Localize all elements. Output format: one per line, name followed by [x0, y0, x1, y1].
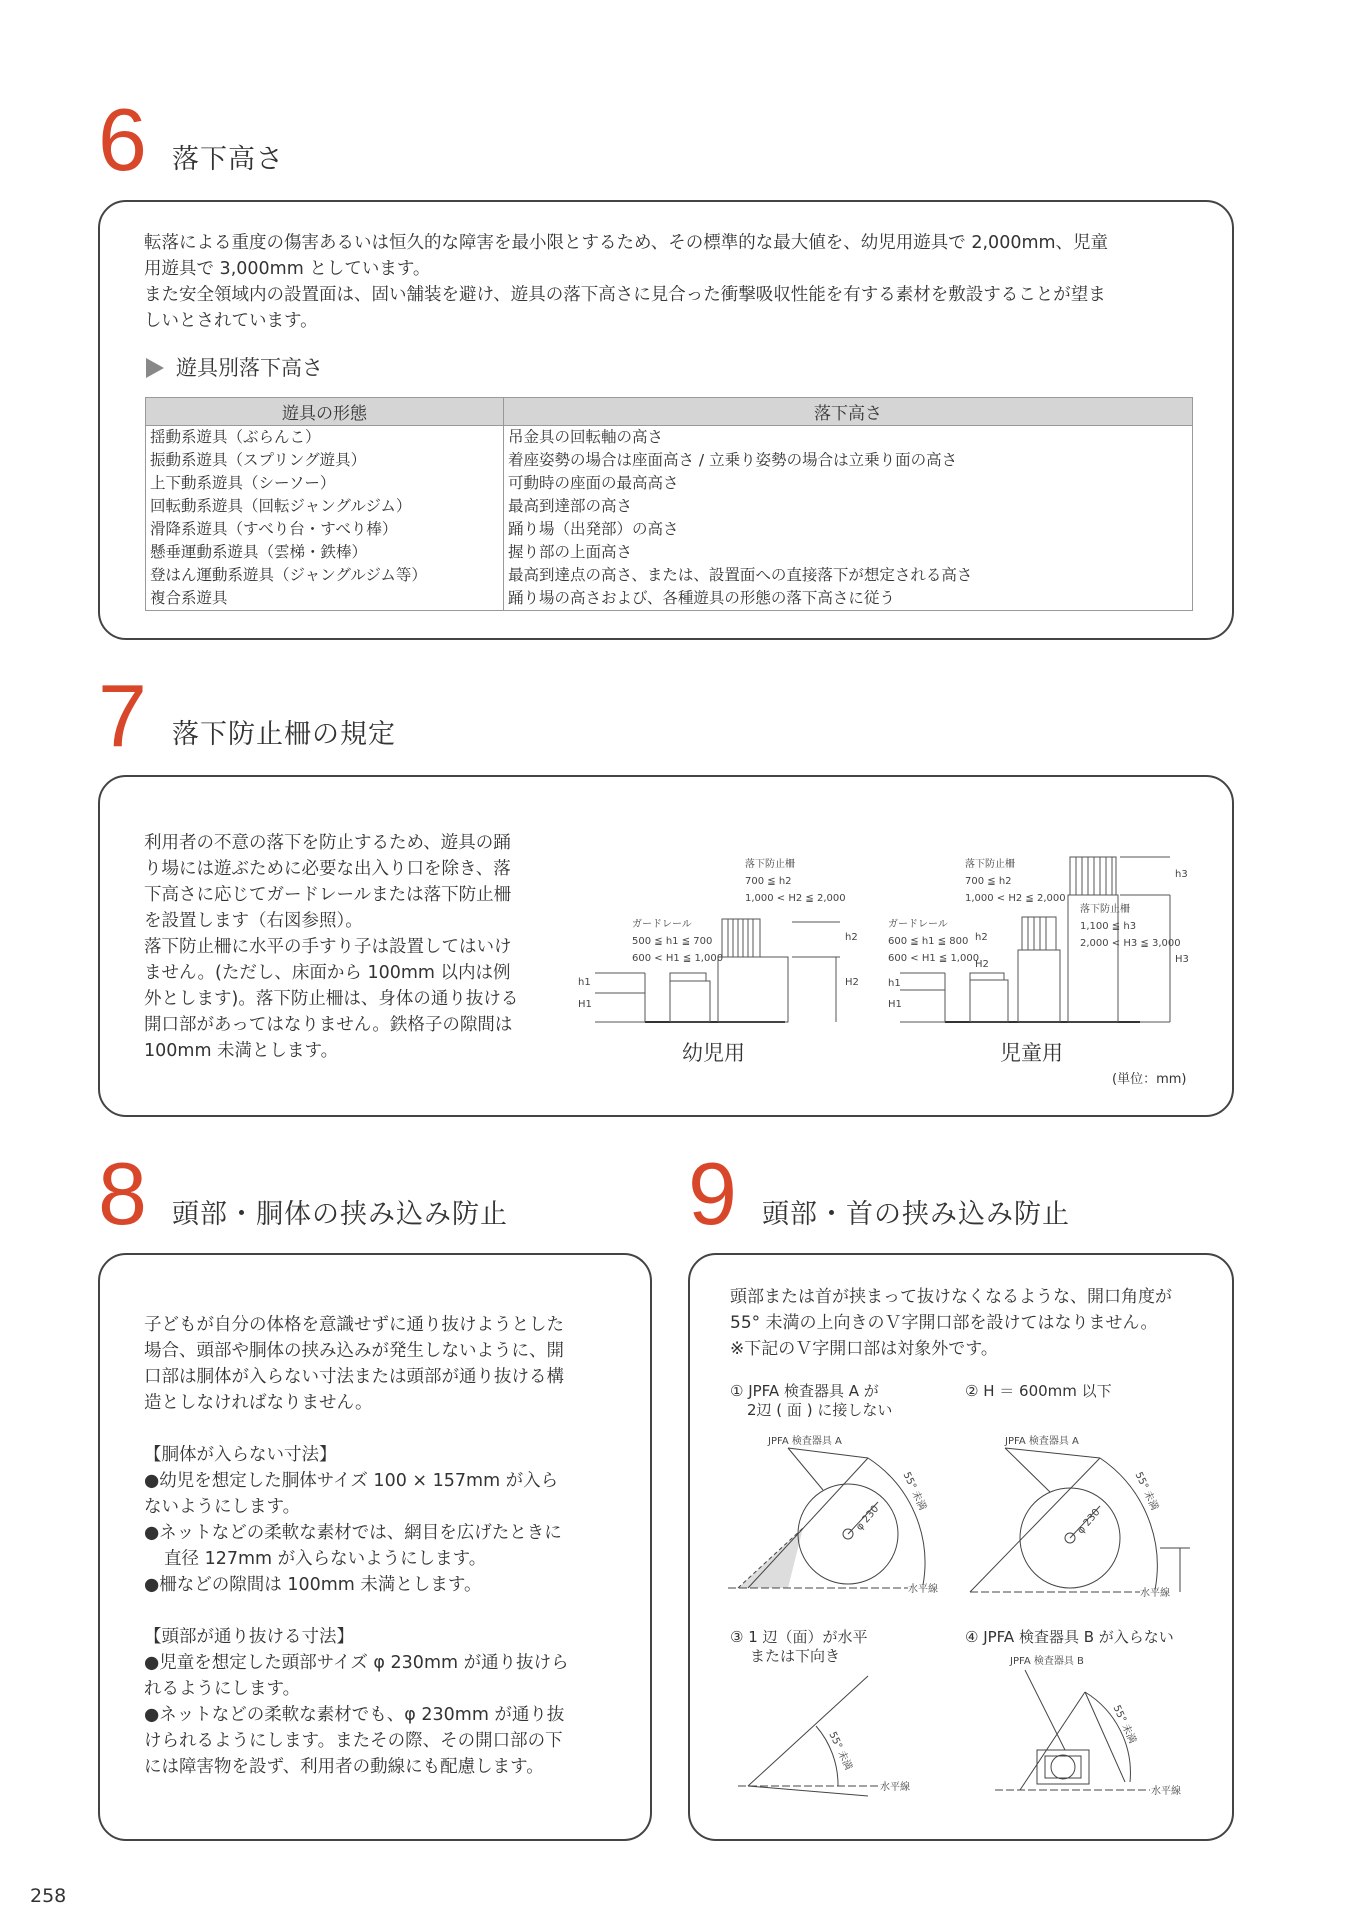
fig-label: 落下防止柵 — [965, 859, 1015, 870]
caption-line: または下向き — [750, 1647, 841, 1665]
paragraph-line: ●幼児を想定した胴体サイズ 100 × 157mm が入ら — [144, 1471, 559, 1491]
paragraph-line: 用遊具で 3,000mm としています。 — [144, 259, 431, 279]
caption-line: 2辺 ( 面 ) に接しない — [747, 1401, 893, 1419]
fig-label: H3 — [1175, 954, 1189, 965]
paragraph-line: ●児童を想定した頭部サイズ φ 230mm が通り抜けら — [144, 1653, 569, 1673]
paragraph-line: ●ネットなどの柔軟な素材では、網目を広げたときに — [144, 1523, 562, 1543]
fig-label: 水平線 — [880, 1782, 910, 1793]
section-7-number: 7 — [98, 666, 147, 765]
page-number: 258 — [30, 1885, 67, 1907]
fig-label: H1 — [888, 999, 902, 1010]
fig-label: 55° 未満 — [1110, 1703, 1138, 1746]
paragraph-line: 落下防止柵に水平の手すり子は設置してはいけ — [144, 937, 512, 957]
paragraph-line: 100mm 未満とします。 — [144, 1041, 339, 1061]
fig-label: H2 — [975, 959, 989, 970]
table-cell: 揺動系遊具（ぶらんこ） — [146, 426, 504, 450]
caption-line: ② H ＝ 600mm 以下 — [965, 1382, 1112, 1400]
paragraph-line: 転落による重度の傷害あるいは恒久的な障害を最小限とするため、その標準的な最大値を、幼児用遊具で 2,000mm、児童 — [144, 233, 1109, 253]
fig-label: 600 ≦ h1 ≦ 800 — [888, 936, 969, 947]
fig-label: 700 ≦ h2 — [745, 876, 792, 887]
table-cell: 可動時の座面の最高高さ — [504, 472, 1193, 495]
fig-label: 落下防止柵 — [1080, 904, 1130, 915]
paragraph-line: 直径 127mm が入らないようにします。 — [164, 1549, 487, 1569]
section-6-text — [144, 230, 1204, 334]
paragraph-line — [144, 1416, 644, 1442]
table-row — [146, 472, 1193, 495]
section-9-text — [730, 1284, 1225, 1362]
paragraph-line: 口部は胴体が入らない寸法または頭部が通り抜ける構 — [144, 1367, 564, 1387]
paragraph-line: を設置します（右図参照）。 — [144, 911, 363, 931]
fig-label: 500 ≦ h1 ≦ 700 — [632, 936, 713, 947]
child-caption: 児童用 — [1000, 1041, 1063, 1065]
v-opening-figure-1 — [728, 1430, 958, 1610]
section-7-title: 落下防止柵の規定 — [172, 719, 396, 750]
fig-label: h1 — [578, 977, 591, 988]
table-cell: 最高到達部の高さ — [504, 495, 1193, 518]
subtitle-text: 遊具別落下高さ — [176, 356, 323, 380]
paragraph-line: り場には遊ぶために必要な出入り口を除き、落 — [144, 859, 511, 879]
fig-label: 1,000 < H2 ≦ 2,000 — [965, 893, 1066, 904]
paragraph-line: けられるようにします。またその際、その開口部の下 — [144, 1731, 563, 1751]
fig-label: h2 — [975, 932, 988, 943]
fig-3-caption — [730, 1628, 868, 1666]
guard-rail-figure — [570, 855, 1200, 1065]
v-opening-figure-4 — [965, 1652, 1195, 1812]
fig-label: ガードレール — [632, 919, 692, 930]
fall-height-table — [145, 397, 1193, 611]
fig-label: 55° 未満 — [900, 1470, 928, 1513]
triangle-bullet-icon — [146, 358, 164, 378]
fig-4-caption — [965, 1628, 1174, 1647]
fig-label: 600 < H1 ≦ 1,000 — [888, 953, 980, 964]
table-cell: 複合系遊具 — [146, 587, 504, 611]
fig-label: JPFA 検査器具 B — [1010, 1656, 1084, 1667]
table-cell: 回転動系遊具（回転ジャングルジム） — [146, 495, 504, 518]
v-opening-figure-2 — [965, 1430, 1195, 1610]
table-row — [146, 426, 1193, 450]
fig-label: 1,000 < H2 ≦ 2,000 — [745, 893, 846, 904]
fig-label: JPFA 検査器具 A — [768, 1436, 842, 1447]
table-row — [146, 587, 1193, 611]
paragraph-line: には障害物を設ず、利用者の動線にも配慮します。 — [144, 1757, 544, 1777]
section-6-subtitle — [146, 352, 323, 382]
caption-line: ① JPFA 検査器具 A が — [730, 1382, 879, 1400]
fig-label: φ 230 — [854, 1503, 882, 1533]
paragraph-line: 外とします)。落下防止柵は、身体の通り抜ける — [144, 989, 519, 1009]
fig-label: 55° 未満 — [1132, 1470, 1160, 1513]
table-header-cell: 落下高さ — [504, 398, 1193, 426]
unit-note: (単位：mm) — [1112, 1072, 1187, 1087]
paragraph-line: 子どもが自分の体格を意識せずに通り抜けようとした — [144, 1315, 564, 1335]
paragraph-line: 下高さに応じてガードレールまたは落下防止柵 — [144, 885, 512, 905]
table-row — [146, 518, 1193, 541]
caption-line: ④ JPFA 検査器具 B が入らない — [965, 1628, 1174, 1646]
fig-2-caption — [965, 1382, 1112, 1401]
section-8-text — [144, 1312, 644, 1780]
paragraph-line: 場合、頭部や胴体の挟み込みが発生しないように、開 — [144, 1341, 564, 1361]
fig-label: JPFA 検査器具 A — [1005, 1436, 1079, 1447]
caption-line: ③ 1 辺（面）が水平 — [730, 1628, 868, 1646]
fig-label: 2,000 < H3 ≦ 3,000 — [1080, 938, 1181, 949]
paragraph-line: しいとされています。 — [144, 311, 318, 331]
paragraph-line: ●ネットなどの柔軟な素材でも、φ 230mm が通り抜 — [144, 1705, 565, 1725]
fig-label: 水平線 — [1151, 1786, 1181, 1797]
paragraph-line: れるようにします。 — [144, 1679, 301, 1699]
table-row — [146, 564, 1193, 587]
fig-label: 水平線 — [1140, 1588, 1170, 1599]
table-row — [146, 449, 1193, 472]
fig-label: 落下防止柵 — [745, 859, 795, 870]
fig-label: H1 — [578, 999, 592, 1010]
v-opening-figure-3 — [728, 1668, 958, 1808]
table-cell: 懸垂運動系遊具（雲梯・鉄棒） — [146, 541, 504, 564]
table-row — [146, 541, 1193, 564]
section-9-number: 9 — [688, 1144, 737, 1243]
fig-label: 600 < H1 ≦ 1,000 — [632, 953, 724, 964]
paragraph-line: また安全領域内の設置面は、固い舗装を避け、遊具の落下高さに見合った衝撃吸収性能を有する素材を敷設することが望ま — [144, 285, 1106, 305]
table-row — [146, 495, 1193, 518]
fig-label: H2 — [845, 977, 859, 988]
table-header-row — [146, 398, 1193, 426]
paragraph-line: ●柵などの隙間は 100mm 未満とします。 — [144, 1575, 482, 1595]
table-cell: 着座姿勢の場合は座面高さ / 立乗り姿勢の場合は立乗り面の高さ — [504, 449, 1193, 472]
paragraph-line: 造としなければなりません。 — [144, 1393, 373, 1413]
fig-label: h2 — [845, 932, 858, 943]
paragraph-line: 開口部があってはなりません。鉄格子の隙間は — [144, 1015, 513, 1035]
paragraph-line: ません。(ただし、床面から 100mm 以内は例 — [144, 963, 511, 983]
paragraph-line: ないようにします。 — [144, 1497, 301, 1517]
fig-label: φ 230 — [1075, 1506, 1103, 1537]
table-cell: 最高到達点の高さ、または、設置面への直接落下が想定される高さ — [504, 564, 1193, 587]
fig-label: ガードレール — [888, 919, 948, 930]
paragraph-line: 【頭部が通り抜ける寸法】 — [144, 1627, 354, 1647]
fig-label: h1 — [888, 978, 901, 989]
fig-label: 55° 未満 — [826, 1730, 854, 1772]
paragraph-line — [144, 1598, 644, 1624]
table-cell: 振動系遊具（スプリング遊具） — [146, 449, 504, 472]
section-6-number: 6 — [98, 90, 147, 189]
table-cell: 踊り場（出発部）の高さ — [504, 518, 1193, 541]
table-cell: 滑降系遊具（すべり台・すべり棒） — [146, 518, 504, 541]
infant-caption: 幼児用 — [682, 1041, 745, 1065]
fig-label: 700 ≦ h2 — [965, 876, 1012, 887]
table-cell: 上下動系遊具（シーソー） — [146, 472, 504, 495]
table-cell: 登はん運動系遊具（ジャングルジム等） — [146, 564, 504, 587]
table-cell: 踊り場の高さおよび、各種遊具の形態の落下高さに従う — [504, 587, 1193, 611]
paragraph-line: 頭部または首が挟まって抜けなくなるような、開口角度が — [730, 1287, 1172, 1307]
table-cell: 握り部の上面高さ — [504, 541, 1193, 564]
paragraph-line: 利用者の不意の落下を防止するため、遊具の踊 — [144, 833, 511, 853]
section-6-title: 落下高さ — [172, 144, 284, 175]
table-header-cell: 遊具の形態 — [146, 398, 504, 426]
fig-label: 水平線 — [908, 1584, 938, 1595]
table-cell: 吊金具の回転軸の高さ — [504, 426, 1193, 450]
paragraph-line: 【胴体が入らない寸法】 — [144, 1445, 337, 1465]
section-9-title: 頭部・首の挟み込み防止 — [762, 1199, 1070, 1230]
paragraph-line: 55° 未満の上向きのＶ字開口部を設けてはなりません。 — [730, 1313, 1158, 1333]
section-8-title: 頭部・胴体の挟み込み防止 — [172, 1199, 508, 1230]
fig-1-caption — [730, 1382, 892, 1420]
fig-label: 1,100 ≦ h3 — [1080, 921, 1137, 932]
section-8-number: 8 — [98, 1144, 147, 1243]
paragraph-line: ※下記のＶ字開口部は対象外です。 — [730, 1339, 998, 1359]
fig-label: h3 — [1175, 869, 1188, 880]
section-7-text — [144, 830, 564, 1064]
